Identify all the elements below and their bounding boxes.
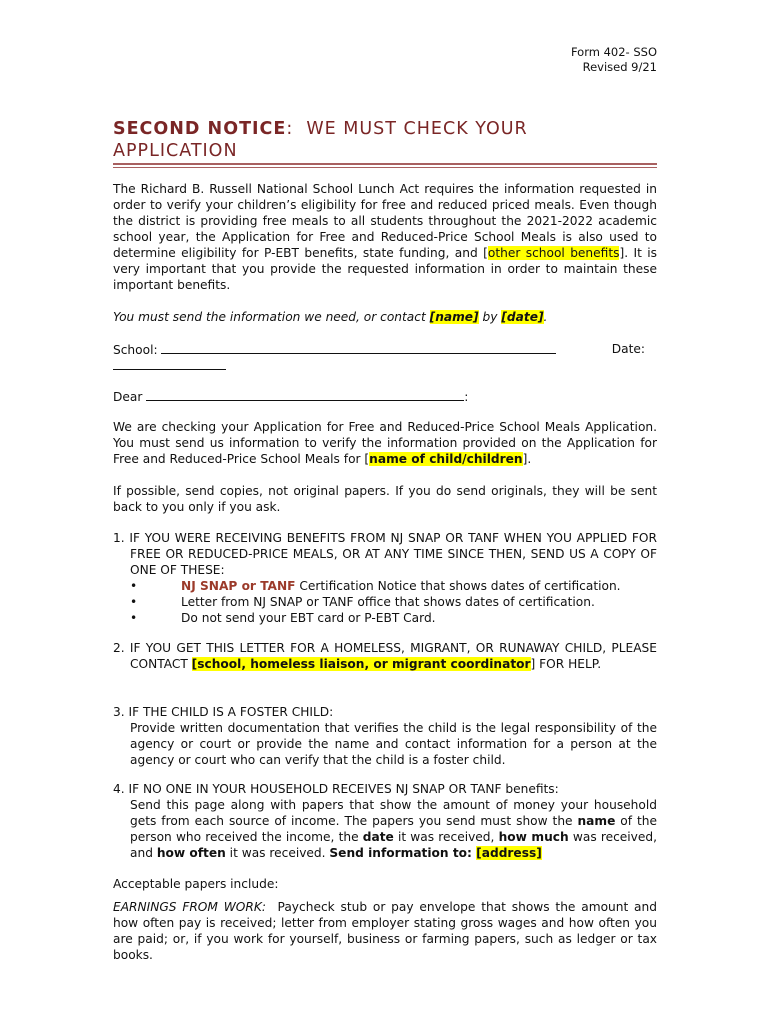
item-3-body: Provide written documentation that verifies the child is the legal responsibility of the agency or court or provide the name and contact information for a person at the agency or court who can verify that the child is a foster child. xyxy=(130,721,657,767)
item-2-end: ] FOR HELP. xyxy=(530,657,602,671)
dear-label: Dear xyxy=(113,390,143,404)
title-rule-thin xyxy=(113,167,657,168)
title-strong: SECOND NOTICE xyxy=(113,119,287,139)
bullet-1-text: Certification Notice that shows dates of certification. xyxy=(295,579,621,593)
earnings-label: EARNINGS FROM WORK: xyxy=(113,900,266,914)
form-identifier xyxy=(571,45,657,75)
checking-end: ]. xyxy=(522,452,532,466)
contact-by: by xyxy=(478,310,502,324)
intro-text: The Richard B. Russell National School Lunch Act requires the information requested in order to verify your children’s eligibility for free and reduced priced meals. Even though the district is providing free meals to all students throughout the 2021-2022 academic school year, the Application for Free and Reduced-Price School Meals is also used to determine eligibility for P-EBT benefits, state funding, and [ xyxy=(113,182,657,260)
school-field[interactable] xyxy=(161,341,556,354)
item-1-head: 1. IF YOU WERE RECEIVING BENEFITS FROM NJ SNAP OR TANF WHEN YOU APPLIED FOR FREE OR REDUCED-PRICE MEALS, OR AT ANY TIME SINCE THEN, SEND US A COPY OF ONE OF THESE: xyxy=(113,531,657,577)
checking-text: We are checking your Application for Free and Reduced-Price School Meals Application. You must send us information to verify the information provided on the Application for Free and Reduced-Price School Meals for [ xyxy=(113,420,657,466)
copies-paragraph: If possible, send copies, not original papers. If you do send originals, they will be sent back to you only if you ask. xyxy=(113,484,657,514)
item-4-text-d: was received, and xyxy=(130,830,657,860)
snap-tanf-label: NJ SNAP or TANF xyxy=(181,579,296,593)
intro-paragraph xyxy=(113,181,657,293)
earnings-paragraph xyxy=(113,899,661,963)
item-4-text-a: Send this page along with papers that show the amount of money your household gets from each source of income. The papers you send must show the xyxy=(130,798,657,828)
contact-period: . xyxy=(543,310,548,324)
item-4 xyxy=(113,781,657,861)
school-label: School: xyxy=(113,343,158,357)
bullet-dot: • xyxy=(130,595,138,609)
bullet-2-text: Letter from NJ SNAP or TANF office that shows dates of certification. xyxy=(181,595,595,609)
form-code: Form 402- SSO xyxy=(570,45,657,59)
date-field-row xyxy=(113,357,657,374)
item-4-text-e: it was received. xyxy=(225,846,330,860)
item-4-text-c: it was received, xyxy=(393,830,499,844)
intro-highlight: other school benefits xyxy=(487,246,620,260)
address-placeholder: [address] xyxy=(476,846,542,860)
form-revised: Revised 9/21 xyxy=(582,60,657,74)
intro-end: ]. It is very important that you provide the requested information in order to maintain these important benefits. xyxy=(113,246,657,292)
dear-row xyxy=(113,388,657,405)
item-4-how-often: how often xyxy=(156,846,226,860)
item-2-head xyxy=(113,640,657,672)
contact-name-placeholder: [name] xyxy=(429,310,479,324)
item-4-text-b: of the person who received the income, the xyxy=(130,814,657,844)
item-4-date: date xyxy=(362,830,394,844)
item-4-name: name xyxy=(577,814,616,828)
item-3 xyxy=(113,704,657,768)
bullet-dot: • xyxy=(130,579,138,593)
acceptable-papers-heading: Acceptable papers include: xyxy=(113,877,279,891)
checking-paragraph xyxy=(113,419,657,467)
title-colon: : xyxy=(286,119,307,139)
title-rule xyxy=(113,163,657,165)
item-4-how-much: how much xyxy=(498,830,569,844)
bullet-item xyxy=(113,610,657,626)
date-label: Date: xyxy=(611,342,645,356)
bullet-item xyxy=(113,594,657,610)
earnings-text: Paycheck stub or pay envelope that shows the amount and how often pay is received; letter from employer stating gross wages and how often you are paid; or, if you work for yourself, business or farming papers, such as ledger or tax books. xyxy=(113,900,661,962)
child-name-placeholder: name of child/children xyxy=(369,452,523,466)
item-1-bullets xyxy=(113,578,657,626)
dear-field[interactable] xyxy=(146,388,464,401)
school-date-row xyxy=(113,341,657,358)
item-4-body xyxy=(113,797,657,861)
contact-line xyxy=(113,309,657,325)
title-rest-2: APPLICATION xyxy=(113,141,238,161)
title-rest-1: WE MUST CHECK YOUR xyxy=(306,119,528,139)
bullet-item xyxy=(113,578,657,594)
page-title xyxy=(113,118,657,162)
date-field[interactable] xyxy=(113,357,226,370)
contact-text: You must send the information we need, or contact xyxy=(113,310,430,324)
item-4-send-to: Send information to: xyxy=(329,846,477,860)
item-1 xyxy=(113,530,657,626)
item-4-head: 4. IF NO ONE IN YOUR HOUSEHOLD RECEIVES NJ SNAP OR TANF benefits: xyxy=(113,782,559,796)
item-2 xyxy=(113,640,657,672)
bullet-3-text: Do not send your EBT card or P-EBT Card. xyxy=(181,611,436,625)
coordinator-placeholder: [school, homeless liaison, or migrant coordinator xyxy=(191,657,531,671)
item-2-text: 2. IF YOU GET THIS LETTER FOR A HOMELESS, MIGRANT, OR RUNAWAY CHILD, PLEASE CONTACT xyxy=(113,641,657,671)
item-3-head: 3. IF THE CHILD IS A FOSTER CHILD: xyxy=(113,705,334,719)
contact-date-placeholder: [date] xyxy=(501,310,544,324)
bullet-dot: • xyxy=(130,611,138,625)
dear-colon: : xyxy=(464,390,469,404)
